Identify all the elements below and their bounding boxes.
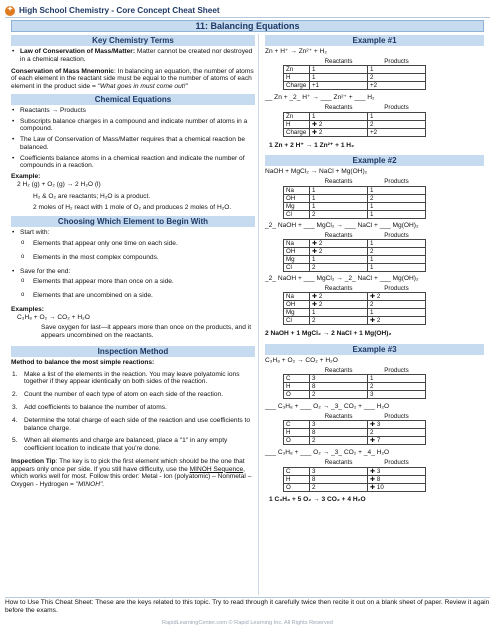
logo-icon: ✦: [5, 6, 15, 16]
reactants-cell: 1: [310, 255, 368, 263]
reactants-cell: 1: [310, 112, 368, 120]
step-5: 5. When all elements and charge are balanced, place a "1" in any empty coefficient location to indicate that you're done.: [12, 437, 228, 453]
products-cell: 1: [368, 186, 426, 194]
element-cell: Na: [284, 239, 310, 247]
example-3-equation-2: ___ C₃H₈ + ___ O₂ → _3_ CO₂ + ___ H₂O: [265, 403, 390, 411]
lesson-title: 11: Balancing Equations: [11, 20, 484, 32]
reactants-cell: 3: [310, 421, 368, 429]
examples-note: Save oxygen for last—it appears more than once on the products, and it appears uncombined on the reactants.: [41, 324, 252, 340]
reactants-cell: ✚ 2: [310, 239, 368, 247]
reactants-cell: ✚ 2: [310, 301, 368, 309]
products-cell: ✚ 10: [368, 483, 426, 491]
left-column: [11, 34, 259, 595]
save-item-2: o Elements that are uncombined on a side.: [11, 292, 255, 300]
products-cell: 1: [368, 66, 426, 74]
example-equation: 2 H₂ (g) + O₂ (g) → 2 H₂O (l): [17, 180, 101, 188]
products-cell: 1: [368, 239, 426, 247]
products-cell: +2: [368, 82, 426, 90]
products-header: Products: [368, 413, 426, 421]
table-row: [284, 475, 426, 483]
table-header-row: [284, 231, 426, 239]
section-title-inspection-method: Inspection Method: [11, 346, 255, 357]
table-header-blank: [284, 104, 310, 112]
table-row: [284, 293, 426, 301]
table-header-row: [284, 104, 426, 112]
table-header-row: [284, 58, 426, 66]
products-cell: 1: [368, 255, 426, 263]
element-cell: OH: [284, 301, 310, 309]
section-title-key-terms: Key Chemistry Terms: [11, 35, 255, 46]
products-cell: ✚ 3: [368, 467, 426, 475]
reactants-cell: 1: [310, 66, 368, 74]
table-row: [284, 263, 426, 271]
table-row: [284, 309, 426, 317]
element-cell: Cl: [284, 317, 310, 325]
example-3-title: Example #3: [265, 344, 484, 355]
example-1-table-1: [283, 58, 426, 91]
examples-label: Examples:: [11, 305, 44, 313]
bullet-law-requires: • The Law of Conservation of Mass/Matter requires that a chemical reaction be balanced.: [11, 136, 255, 152]
reactants-cell: ✚ 2: [310, 128, 368, 136]
element-cell: Cl: [284, 263, 310, 271]
element-cell: H: [284, 383, 310, 391]
table-row: [284, 66, 426, 74]
example-2-equation-3: _2_ NaOH + ___ MgCl₂ → _2_ NaCl + ___ Mg(OH)₂: [265, 274, 419, 282]
table-row: [284, 74, 426, 82]
products-cell: ✚ 7: [368, 437, 426, 445]
example-2-equation: NaOH + MgCl₂ → NaCl + Mg(OH)₂: [265, 168, 368, 176]
products-cell: 2: [368, 383, 426, 391]
example-3-final: 1 C₃H₈ + 5 O₂ → 3 CO₂ + 4 H₂O: [269, 495, 366, 503]
reactants-cell: 8: [310, 475, 368, 483]
reactants-cell: 2: [310, 317, 368, 325]
products-cell: 1: [368, 210, 426, 218]
table-row: [284, 202, 426, 210]
products-header: Products: [368, 459, 426, 467]
law-conservation-bullet: • Law of Conservation of Mass/Matter: Matter cannot be created nor destroyed in a chemical reaction.: [11, 48, 255, 64]
right-column: [265, 34, 484, 595]
products-cell: 1: [368, 375, 426, 383]
products-cell: ✚ 2: [368, 293, 426, 301]
example-1-equation: Zn + H⁺ → Zn²⁺ + H₂: [265, 48, 327, 55]
inspection-tip: Inspection Tip: The key is to pick the first element which should be the one that appears only once per side. If you still have difficulty, use the MINOH Sequence, which works well for most. Follow this order: Metal - Ion (polyatomic) – Nonmetal – Oxygen - Hydrogen = "MINOH".: [11, 457, 252, 489]
table-row: [284, 483, 426, 491]
reactants-cell: 3: [310, 467, 368, 475]
step-1: 1. Make a list of the elements in the reaction. You may leave polyatomic ions together if they appear identically on both sides of the reaction.: [12, 370, 240, 386]
mnemonic-paragraph: Conservation of Mass Mnemonic: In balancing an equation, the number of atoms of each element in the reactant side must be equal to the number of atoms of each element in the product side = "What goes in must come out!": [11, 67, 254, 91]
table-row: [284, 317, 426, 325]
element-cell: O: [284, 437, 310, 445]
products-header: Products: [368, 285, 426, 293]
element-cell: C: [284, 375, 310, 383]
example-1-title: Example #1: [265, 35, 484, 46]
element-cell: Charge: [284, 128, 310, 136]
table-header-blank: [284, 178, 310, 186]
element-cell: Mg: [284, 255, 310, 263]
reactants-cell: 1: [310, 74, 368, 82]
reactants-header: Reactants: [310, 231, 368, 239]
reactants-cell: 1: [310, 202, 368, 210]
example-1-table-2: [283, 104, 426, 137]
products-cell: 1: [368, 112, 426, 120]
element-cell: Cl: [284, 210, 310, 218]
products-header: Products: [368, 178, 426, 186]
example-line-2: 2 moles of H₂ react with 1 mole of O₂ and produces 2 moles of H₂O.: [33, 204, 232, 212]
element-cell: O: [284, 483, 310, 491]
reactants-cell: 2: [310, 437, 368, 445]
reactants-cell: ✚ 2: [310, 247, 368, 255]
reactants-cell: 1: [310, 186, 368, 194]
footer-copyright: RapidLearningCenter.com © Rapid Learning Inc. All Rights Reserved: [161, 620, 334, 626]
element-cell: OH: [284, 247, 310, 255]
element-cell: C: [284, 421, 310, 429]
reactants-cell: 8: [310, 383, 368, 391]
example-2-final: 2 NaOH + 1 MgCl₂ → 2 NaCl + 1 Mg(OH)₂: [265, 330, 392, 338]
page-header: [5, 4, 490, 18]
element-cell: Charge: [284, 82, 310, 90]
example-3-equation: C₃H₈ + O₂ → CO₂ + H₂O: [265, 356, 338, 364]
reactants-header: Reactants: [310, 104, 368, 112]
step-2: 2. Count the number of each type of atom on each side of the reaction.: [12, 391, 224, 399]
element-cell: Mg: [284, 309, 310, 317]
example-3-table-2: [283, 413, 426, 446]
bullet-start-with: • Start with:: [11, 229, 255, 237]
table-row: [284, 239, 426, 247]
element-cell: H: [284, 429, 310, 437]
example-3-table-1: [283, 367, 426, 400]
example-2-table-1: [283, 178, 426, 219]
products-cell: 1: [368, 309, 426, 317]
table-header-row: [284, 285, 426, 293]
products-cell: 2: [368, 247, 426, 255]
table-header-row: [284, 178, 426, 186]
element-cell: Zn: [284, 66, 310, 74]
bullet-save-for-end: • Save for the end:: [11, 268, 255, 276]
example-2-table-2: [283, 231, 426, 272]
reactants-cell: ✚ 2: [310, 293, 368, 301]
reactants-cell: 2: [310, 263, 368, 271]
table-header-row: [284, 459, 426, 467]
table-row: [284, 255, 426, 263]
example-2-title: Example #2: [265, 155, 484, 166]
products-cell: 1: [368, 202, 426, 210]
step-3: 3. Add coefficients to balance the number of atoms.: [12, 403, 167, 411]
example-label: Example:: [11, 173, 41, 181]
section-title-choosing-element: Choosing Which Element to Begin With: [11, 216, 255, 227]
table-header-blank: [284, 231, 310, 239]
example-1-equation-2: __ Zn + _2_ H⁺ → ___ Zn²⁺ + ___ H₂: [265, 94, 375, 102]
reactants-cell: 2: [310, 210, 368, 218]
table-row: [284, 128, 426, 136]
table-header-row: [284, 413, 426, 421]
bullet-coefficients: • Coefficients balance atoms in a chemical reaction and indicate the number of compounds in a reaction.: [11, 155, 255, 171]
reactants-header: Reactants: [310, 285, 368, 293]
start-item-2: o Elements in the most complex compounds.: [11, 254, 255, 262]
reactants-header: Reactants: [310, 367, 368, 375]
element-cell: Na: [284, 186, 310, 194]
table-row: [284, 82, 426, 90]
element-cell: Mg: [284, 202, 310, 210]
products-header: Products: [368, 367, 426, 375]
table-row: [284, 391, 426, 399]
reactants-cell: 2: [310, 391, 368, 399]
reactants-cell: 8: [310, 429, 368, 437]
bullet-subscripts: • Subscripts balance charges in a compound and indicate number of atoms in a compound.: [11, 118, 255, 134]
example-3-table-3: [283, 459, 426, 492]
example-2-equation-2: _2_ NaOH + ___ MgCl₂ → ___ NaCl + ___ Mg(OH)₂: [265, 221, 419, 229]
products-cell: 2: [368, 301, 426, 309]
reactants-header: Reactants: [310, 58, 368, 66]
page-title: High School Chemistry - Core Concept Cheat Sheet: [19, 5, 220, 15]
element-cell: O: [284, 391, 310, 399]
element-cell: C: [284, 467, 310, 475]
table-row: [284, 375, 426, 383]
bullet-reactants-products: • Reactants → Products: [11, 107, 255, 115]
table-row: [284, 112, 426, 120]
table-row: [284, 383, 426, 391]
minoh-sequence-link: MINOH Sequence: [189, 465, 244, 473]
how-to-use-note: How to Use This Cheat Sheet: These are the keys related to this topic. Try to read through it carefully twice then recite it out on a blank sheet of paper. Review it again before the exams.: [5, 599, 490, 614]
table-row: [284, 210, 426, 218]
element-cell: H: [284, 74, 310, 82]
table-header-blank: [284, 285, 310, 293]
table-row: [284, 301, 426, 309]
example-1-final: 1 Zn + 2 H⁺ → 1 Zn²⁺ + 1 H₂: [269, 141, 355, 149]
step-4: 4. Determine the total charge of each side of the reaction and use coefficients to balance charge.: [12, 416, 251, 432]
table-header-blank: [284, 58, 310, 66]
products-cell: +2: [368, 128, 426, 136]
products-header: Products: [368, 58, 426, 66]
products-cell: 1: [368, 263, 426, 271]
products-cell: ✚ 2: [368, 317, 426, 325]
start-item-1: o Elements that appear only one time on each side.: [11, 240, 255, 248]
reactants-cell: 1: [310, 194, 368, 202]
example-3-equation-3: ___ C₃H₈ + ___ O₂ → _3_ CO₂ + _4_ H₂O: [265, 449, 390, 457]
examples-equation: C₃H₈ + O₂ → CO₂ + H₂O: [17, 313, 90, 321]
table-row: [284, 467, 426, 475]
products-cell: 2: [368, 429, 426, 437]
element-cell: Zn: [284, 112, 310, 120]
table-row: [284, 194, 426, 202]
reactants-cell: 1: [310, 309, 368, 317]
products-cell: 2: [368, 74, 426, 82]
products-header: Products: [368, 104, 426, 112]
save-item-1: o Elements that appear more than once on a side.: [11, 278, 255, 286]
table-header-blank: [284, 413, 310, 421]
reactants-cell: 2: [310, 483, 368, 491]
reactants-header: Reactants: [310, 459, 368, 467]
reactants-header: Reactants: [310, 178, 368, 186]
table-header-blank: [284, 367, 310, 375]
table-row: [284, 421, 426, 429]
element-cell: H: [284, 120, 310, 128]
table-row: [284, 247, 426, 255]
table-header-blank: [284, 459, 310, 467]
example-line-1: H₂ & O₂ are reactants; H₂O is a product.: [33, 192, 151, 200]
reactants-cell: 3: [310, 375, 368, 383]
element-cell: H: [284, 475, 310, 483]
products-cell: 2: [368, 120, 426, 128]
reactants-cell: +1: [310, 82, 368, 90]
element-cell: Na: [284, 293, 310, 301]
table-row: [284, 437, 426, 445]
products-header: Products: [368, 231, 426, 239]
example-2-table-3: [283, 285, 426, 326]
section-title-chemical-equations: Chemical Equations: [11, 94, 255, 105]
reactants-header: Reactants: [310, 413, 368, 421]
table-row: [284, 120, 426, 128]
table-header-row: [284, 367, 426, 375]
inspection-intro: Method to balance the most simple reactions:: [11, 358, 155, 366]
products-cell: 3: [368, 391, 426, 399]
reactants-cell: ✚ 2: [310, 120, 368, 128]
element-cell: OH: [284, 194, 310, 202]
products-cell: 2: [368, 194, 426, 202]
products-cell: ✚ 8: [368, 475, 426, 483]
table-row: [284, 186, 426, 194]
table-row: [284, 429, 426, 437]
products-cell: ✚ 3: [368, 421, 426, 429]
